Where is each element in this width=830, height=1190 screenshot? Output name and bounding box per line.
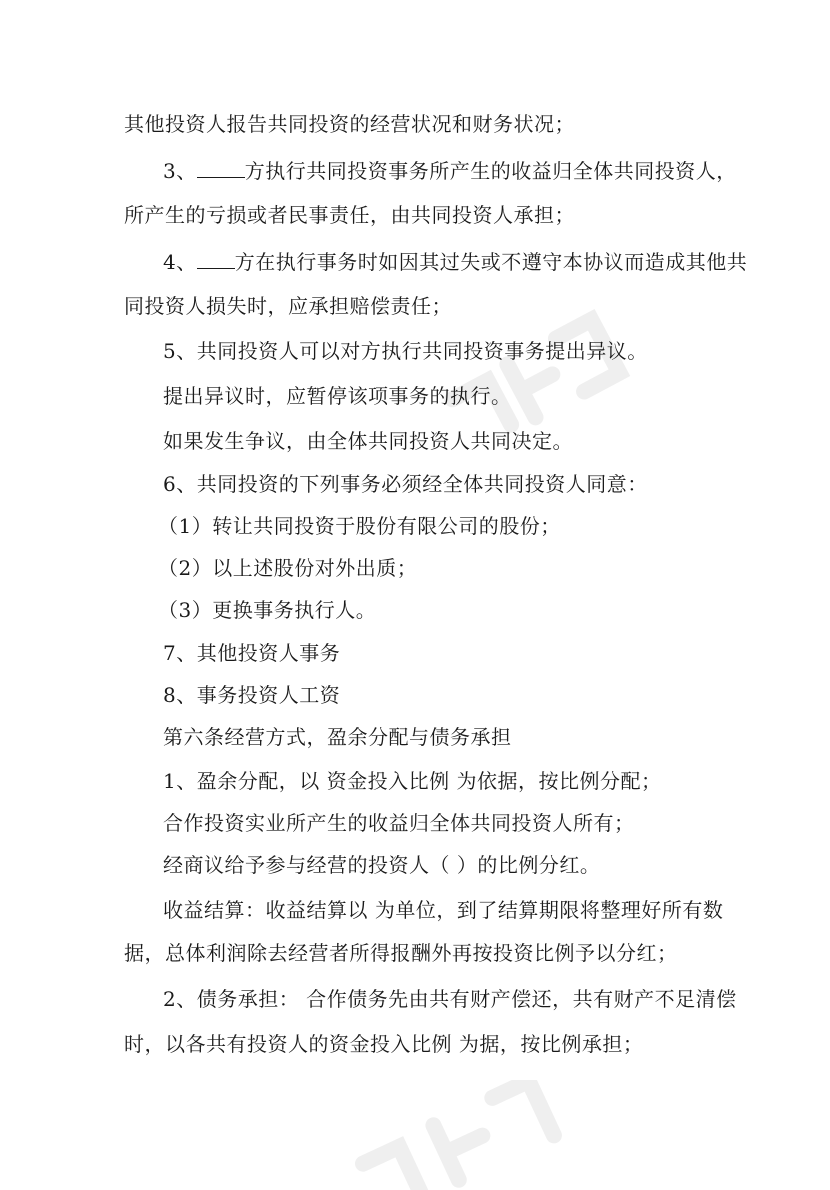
text-line: 同投资人损失时，应承担赔偿责任； xyxy=(124,294,452,318)
text-line: 2、债务承担： 合作债务先由共有财产偿还，共有财产不足清偿 xyxy=(163,987,737,1011)
clause-number: 3、 xyxy=(163,159,197,183)
text-line xyxy=(163,157,737,184)
text-line: 6、共同投资的下列事务必须经全体共同投资人同意： xyxy=(163,472,648,496)
text-line: 收益结算：收益结算以 为单位，到了结算期限将整理好所有数 xyxy=(163,898,724,922)
list-item: （1）转让共同投资于股份有限公司的股份； xyxy=(158,514,561,538)
text-line xyxy=(163,248,747,275)
list-item: （3）更换事务执行人。 xyxy=(158,598,377,622)
text-line: 7、其他投资人事务 xyxy=(163,641,341,665)
clause-number: 4、 xyxy=(163,250,197,274)
watermark-logo-icon xyxy=(420,290,680,450)
text-line: 合作投资实业所产生的收益归全体共同投资人所有； xyxy=(163,811,635,835)
text-line: 时，以各共有投资人的资金投入比例 为据，按比例承担； xyxy=(124,1032,644,1056)
text-line: 经商议给予参与经营的投资人（ ）的比例分红。 xyxy=(163,853,601,877)
clause-text: 方在执行事务时如因其过失或不遵守本协议而造成其他共 xyxy=(234,250,748,274)
text-line: 如果发生争议，由全体共同投资人共同决定。 xyxy=(163,429,573,453)
text-line: 1、盈余分配，以 资金投入比例 为依据，按比例分配； xyxy=(163,769,662,793)
section-heading: 第六条经营方式，盈余分配与债务承担 xyxy=(163,725,512,749)
text-line: 5、共同投资人可以对方执行共同投资事务提出异议。 xyxy=(163,339,648,363)
text-line: 提出异议时，应暂停该项事务的执行。 xyxy=(163,384,512,408)
text-line: 所产生的亏损或者民事责任，由共同投资人承担； xyxy=(124,203,575,227)
clause-text: 方执行共同投资事务所产生的收益归全体共同投资人， xyxy=(244,159,737,183)
text-line: 据，总体利润除去经营者所得报酬外再按投资比例予以分红； xyxy=(124,941,678,965)
list-item: （2）以上述股份对外出质； xyxy=(158,556,418,580)
fill-in-blank[interactable] xyxy=(197,248,235,269)
text-line: 其他投资人报告共同投资的经营状况和财务状况； xyxy=(124,112,575,136)
fill-in-blank[interactable] xyxy=(197,157,245,178)
text-line: 8、事务投资人工资 xyxy=(163,683,341,707)
